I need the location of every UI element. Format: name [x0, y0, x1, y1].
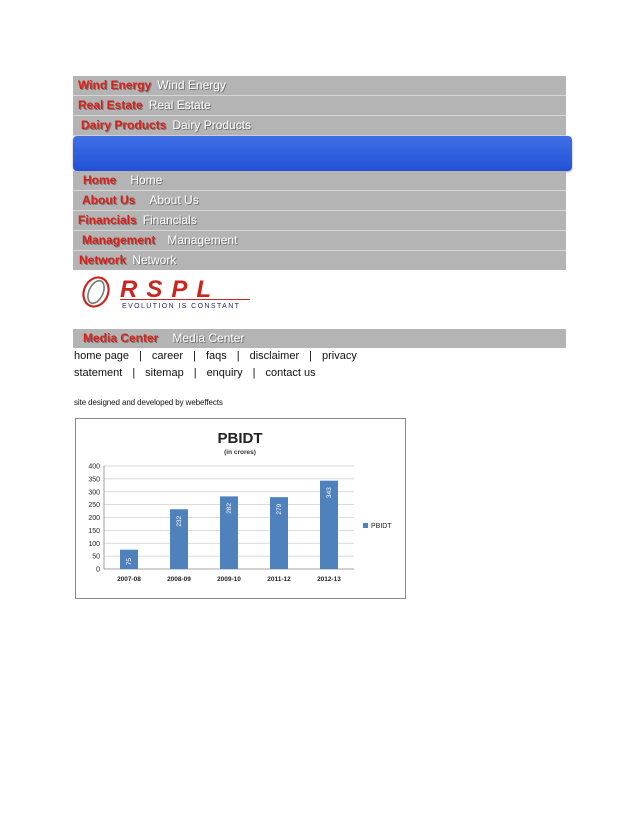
link-separator: |: [252, 367, 256, 379]
data-label: 282: [226, 502, 233, 514]
top-nav: [73, 76, 566, 136]
footer-link-faqs[interactable]: faqs: [205, 350, 227, 362]
nav-label: Real Estate: [78, 98, 143, 112]
site-credit: site designed and developed by webeffects: [74, 398, 223, 407]
main-nav: [73, 171, 566, 270]
nav-label-alt: Home: [130, 173, 163, 187]
legend-label: PBIDT: [371, 523, 392, 530]
data-label: 279: [276, 503, 283, 515]
nav-item-home[interactable]: [73, 171, 566, 191]
y-tick-label: 400: [88, 463, 100, 471]
nav-label: Media Center: [83, 331, 159, 345]
x-tick-label: 2012-13: [317, 576, 341, 583]
svg-text:RSPL: RSPL: [120, 276, 221, 303]
link-separator: |: [193, 350, 196, 362]
nav-item-network[interactable]: [73, 251, 566, 270]
nav-label: About Us: [82, 193, 136, 207]
footer-link-disclaimer[interactable]: disclaimer: [249, 350, 300, 362]
nav-label-alt: Network: [132, 253, 177, 267]
y-tick-label: 250: [88, 502, 100, 510]
nav-item-real-estate[interactable]: [73, 96, 566, 116]
chart-title: PBIDT: [217, 430, 263, 447]
x-tick-label: 2008-09: [167, 576, 191, 583]
link-separator: |: [309, 350, 312, 362]
y-tick-label: 150: [88, 527, 100, 535]
footer-link-home[interactable]: home page: [74, 350, 130, 362]
pbidt-chart: [76, 419, 405, 598]
y-tick-label: 0: [96, 566, 100, 574]
footer-links: [74, 348, 394, 382]
nav-label: Financials: [78, 213, 137, 227]
nav-label: Management: [82, 233, 156, 247]
data-label: 75: [126, 558, 133, 566]
footer-link-privacy[interactable]: privacy statement: [74, 350, 357, 379]
pbidt-chart-frame: [75, 418, 406, 599]
nav-item-media-center[interactable]: [73, 329, 566, 348]
nav-label: Dairy Products: [81, 118, 167, 132]
x-tick-label: 2007-08: [117, 576, 141, 583]
y-tick-label: 100: [88, 540, 100, 548]
blue-banner: [73, 136, 572, 171]
link-separator: |: [193, 367, 197, 379]
rspl-logo[interactable]: [78, 272, 253, 312]
chart-subtitle: (in crores): [224, 449, 256, 456]
x-tick-label: 2011-12: [267, 576, 291, 583]
y-tick-label: 300: [88, 489, 100, 497]
data-label: 232: [176, 515, 183, 527]
nav-label-alt: Management: [167, 233, 238, 247]
nav-label-alt: Wind Energy: [157, 78, 226, 92]
footer-link-sitemap[interactable]: sitemap: [145, 367, 184, 379]
nav-label-alt: Financials: [142, 213, 197, 227]
link-separator: |: [236, 350, 240, 362]
footer-link-career[interactable]: career: [151, 350, 184, 362]
y-tick-label: 50: [92, 553, 100, 561]
nav-label-alt: Dairy Products: [172, 118, 252, 132]
footer-link-enquiry[interactable]: enquiry: [206, 367, 243, 379]
legend-swatch: [363, 523, 368, 528]
nav-label: Home: [83, 173, 117, 187]
nav-label-alt: About Us: [149, 193, 199, 207]
nav-item-about-us[interactable]: [73, 191, 566, 211]
nav-item-dairy-products[interactable]: [73, 116, 566, 136]
media-center-bar: [73, 329, 566, 348]
svg-text:EVOLUTION IS CONSTANT: EVOLUTION IS CONSTANT: [122, 303, 241, 310]
nav-item-management[interactable]: [73, 231, 566, 251]
link-separator: |: [139, 350, 142, 362]
y-tick-label: 350: [88, 476, 100, 484]
nav-item-financials[interactable]: [73, 211, 566, 231]
nav-label: Network: [79, 253, 127, 267]
nav-label-alt: Media Center: [172, 331, 245, 345]
nav-item-wind-energy[interactable]: [73, 76, 566, 96]
nav-label: Wind Energy: [78, 78, 152, 92]
footer-link-contact[interactable]: contact us: [265, 367, 316, 379]
data-label: 343: [326, 487, 333, 499]
x-tick-label: 2009-10: [217, 576, 241, 583]
nav-label-alt: Real Estate: [148, 98, 211, 112]
y-tick-label: 200: [88, 515, 100, 522]
link-separator: |: [132, 367, 136, 379]
